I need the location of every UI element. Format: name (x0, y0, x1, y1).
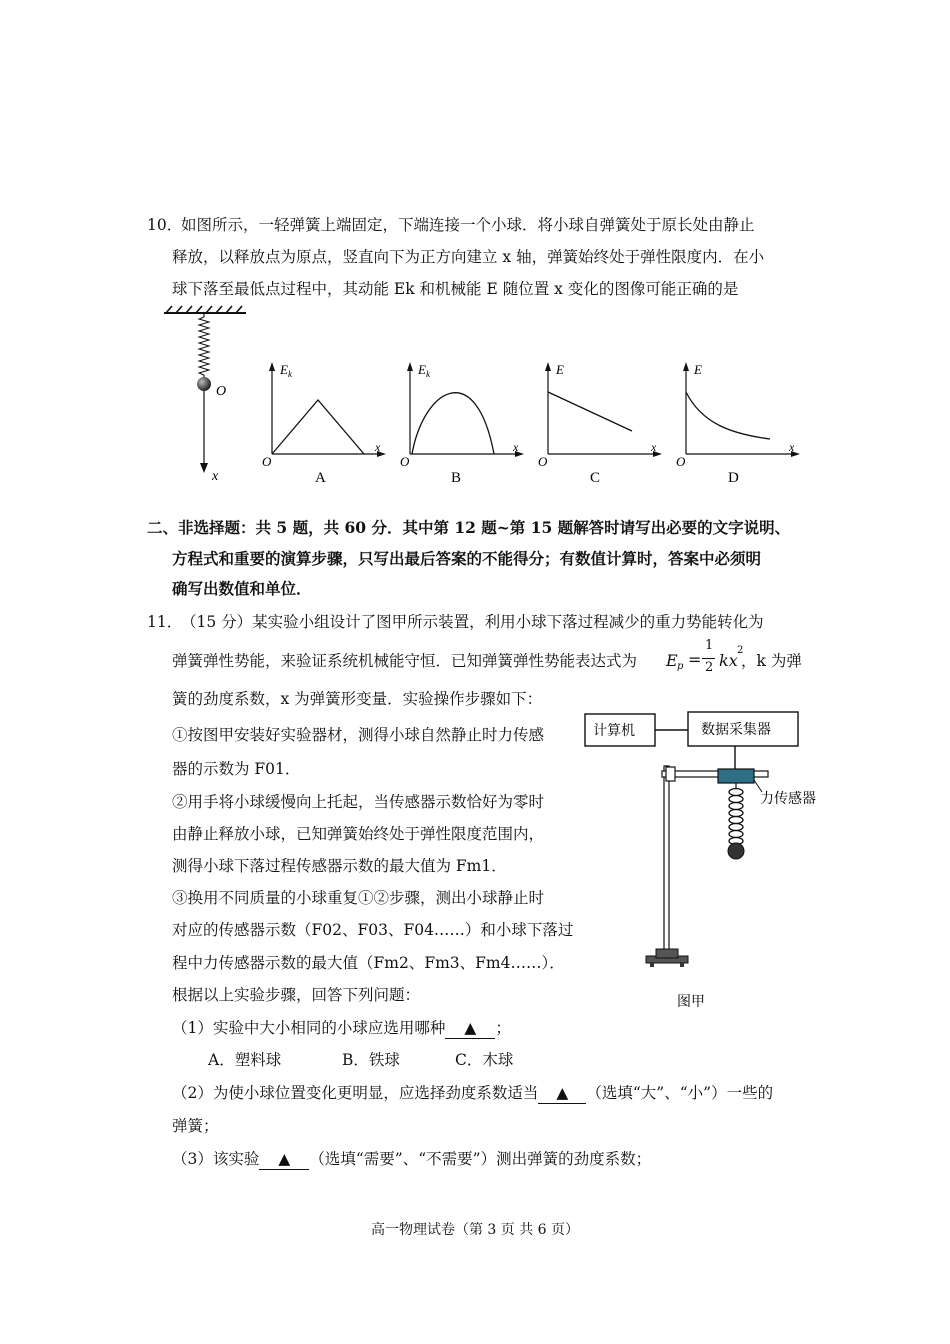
section2-line-2: 方程式和重要的演算步骤，只写出最后答案的不能得分；有数值计算时，答案中必须明 (172, 549, 762, 568)
answer-blank-2[interactable]: ▲ (538, 1083, 586, 1104)
q11-body-line-8: 对应的传感器示数（F02、F03、F04……）和小球下落过 (172, 921, 574, 939)
sub1-option-c: C．木球 (455, 1051, 514, 1069)
sub3-line: （3）该实验 ▲ （选填“需要”、“不需要”）测出弹簧的劲度系数； (172, 1150, 652, 1168)
q11-body-line-10: 根据以上实验步骤，回答下列问题： (172, 986, 421, 1004)
answer-blank-3[interactable]: ▲ (259, 1149, 309, 1170)
answer-blank-1[interactable]: ▲ (445, 1018, 495, 1039)
option-c-label: C (590, 470, 601, 486)
q11-line-2-pre: 弹簧弹性势能，来验证系统机械能守恒．已知弹簧弹性势能表达式为 (172, 652, 638, 670)
q10-line-3: 球下落至最低点过程中，其动能 Ek 和机械能 E 随位置 x 变化的图像可能正确的是 (172, 280, 739, 298)
option-a-label: A (315, 470, 326, 486)
q11-body-line-4: ②用手将小球缓慢向上托起，当传感器示数恰好为零时 (172, 793, 545, 811)
apparatus-figure (580, 708, 830, 1016)
svg-text:O: O (400, 454, 410, 469)
force-sensor (718, 769, 754, 783)
graph-d (672, 358, 802, 488)
computer-label: 计算机 (593, 724, 635, 739)
ball-icon (728, 843, 744, 859)
svg-text:E: E (556, 362, 564, 377)
svg-text:O: O (538, 454, 548, 469)
sub2-line: （2）为使小球位置变化更明显，应选择劲度系数适当 ▲ （选填“大”、“小”）一些的 (172, 1084, 774, 1102)
energy-formula: E p = 1 2 kx 2 (666, 638, 744, 675)
q11-line-2-post: ，k 为弹 (741, 652, 802, 670)
svg-text:x: x (651, 440, 657, 454)
q11-body-line-2: ①按图甲安装好实验器材，测得小球自然静止时力传感 (172, 726, 545, 744)
data-collector-label: 数据采集器 (701, 723, 771, 738)
page-footer: 高一物理试卷（第 3 页 共 6 页） (370, 1222, 580, 1238)
figure-axis-label: x (212, 469, 219, 484)
q10-number: 10． (147, 216, 183, 234)
figure-caption: 图甲 (677, 995, 705, 1010)
option-d-label: D (728, 470, 739, 486)
option-b-label: B (451, 470, 462, 486)
section2-line-3: 确写出数值和单位． (172, 579, 312, 598)
sub2-continuation: 弹簧； (172, 1117, 219, 1135)
q11-body-line-9: 程中力传感器示数的最大值（Fm2、Fm3、Fm4……）． (172, 954, 565, 972)
svg-text:E: E (694, 362, 702, 377)
figure-origin-label: O (216, 384, 227, 399)
sub1-option-b: B．铁球 (342, 1051, 400, 1069)
svg-text:Ek: $E_k$ (280, 362, 292, 379)
graph-c (534, 358, 664, 488)
q11-body-line-5: 由静止释放小球，已知弹簧始终处于弹性限度范围内， (172, 825, 545, 843)
graph-a (258, 358, 388, 488)
graph-b (396, 358, 526, 488)
section2-line-1: 二、非选择题：共 5 题，共 60 分．其中第 12 题~第 15 题解答时请写出必要的文字说明、 (147, 518, 791, 537)
svg-text:O: O (676, 454, 686, 469)
q11-number: 11． (147, 613, 183, 631)
spring-ball-figure (158, 305, 258, 485)
q11-body-line-7: ③换用不同质量的小球重复①②步骤，测出小球静止时 (172, 889, 545, 907)
q10-line-1: 如图所示，一轻弹簧上端固定，下端连接一个小球．将小球自弹簧处于原长处由静止 (181, 216, 755, 234)
sub1-line: （1）实验中大小相同的小球应选用哪种 ▲ ； (172, 1019, 511, 1037)
svg-text:x: x (513, 440, 519, 454)
q11-body-line-3: 器的示数为 F01． (172, 760, 301, 778)
q11-body-line-1: 簧的劲度系数，x 为弹簧形变量．实验操作步骤如下： (172, 690, 543, 708)
svg-text:O: O (262, 454, 272, 469)
svg-text:x: x (375, 440, 381, 454)
svg-text:Ek: $E_k$ (418, 362, 430, 379)
q11-line-1: （15 分）某实验小组设计了图甲所示装置，利用小球下落过程减少的重力势能转化为 (181, 613, 764, 631)
ball-icon (197, 377, 211, 391)
q10-line-2: 释放，以释放点为原点，竖直向下为正方向建立 x 轴，弹簧始终处于弹性限度内．在小 (172, 248, 765, 266)
svg-text:x: x (789, 440, 795, 454)
sub1-option-a: A．塑料球 (208, 1051, 282, 1069)
force-sensor-label: 力传感器 (760, 792, 816, 807)
q11-body-line-6: 测得小球下落过程传感器示数的最大值为 Fm1． (172, 857, 507, 875)
